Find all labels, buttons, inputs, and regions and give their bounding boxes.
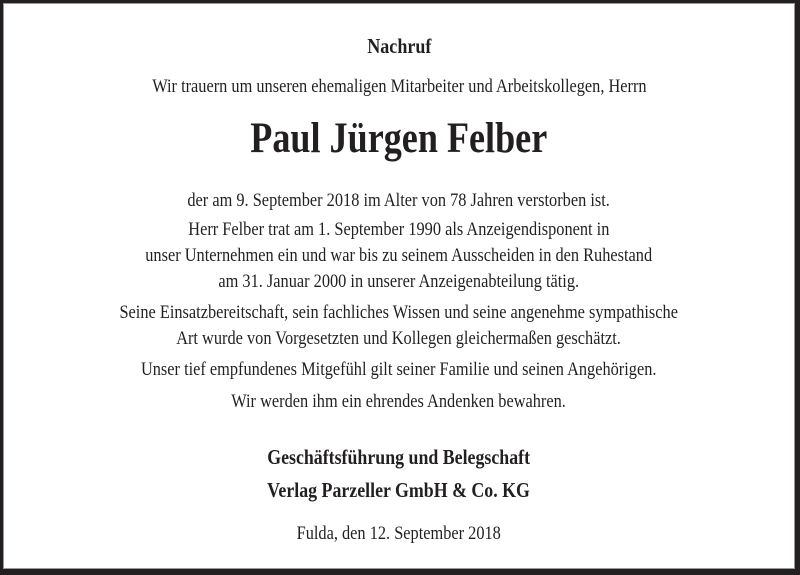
notice-title-text: Nachruf: [366, 34, 432, 58]
intro-text: [4, 76, 794, 98]
tribute-line-1-text: Seine Einsatzbereitschaft, sein fachliches Wissen und seine angenehme sympathische: [119, 302, 679, 323]
obituary-notice: [3, 3, 795, 569]
signature-line-2-text: Verlag Parzeller GmbH & Co. KG: [267, 478, 531, 502]
career-line-3: [4, 271, 794, 293]
career-line-1-text: Herr Felber trat am 1. September 1990 als Anzeigendisponent in: [188, 219, 610, 240]
notice-title: [4, 34, 794, 59]
career-line-1: [4, 219, 794, 241]
remembrance-text-span: Wir werden ihm ein ehrendes Andenken bewahren.: [231, 391, 567, 412]
career-line-2-text: unser Unternehmen ein und war bis zu seinem Ausscheiden in den Ruhestand: [145, 245, 653, 266]
intro-text-span: Wir trauern um unseren ehemaligen Mitarbeiter und Arbeitskollegen, Herrn: [151, 76, 647, 97]
signature-line-1: [4, 445, 794, 470]
career-line-2: [4, 245, 794, 267]
remembrance-text: [4, 391, 794, 413]
career-line-3-text: am 31. Januar 2000 in unserer Anzeigenabteilung tätig.: [218, 271, 580, 292]
condolence-text-span: Unser tief empfundenes Mitgefühl gilt seiner Familie und seinen Angehörigen.: [141, 359, 657, 380]
condolence-text: [4, 359, 794, 381]
tribute-line-2: [4, 328, 794, 350]
tribute-line-2-text: Art wurde von Vorgesetzten und Kollegen gleichermaßen geschätzt.: [176, 328, 622, 349]
deceased-name-text: Paul Jürgen Felber: [250, 115, 548, 162]
tribute-line-1: [4, 302, 794, 324]
signature-line-2: [4, 478, 794, 503]
signature-line-1-text: Geschäftsführung und Belegschaft: [267, 445, 531, 469]
death-line: [4, 190, 794, 212]
place-date: [4, 523, 794, 545]
death-line-text: der am 9. September 2018 im Alter von 78 Jahren verstorben ist.: [187, 190, 611, 211]
place-date-text: Fulda, den 12. September 2018: [296, 523, 502, 544]
deceased-name: [4, 114, 794, 163]
